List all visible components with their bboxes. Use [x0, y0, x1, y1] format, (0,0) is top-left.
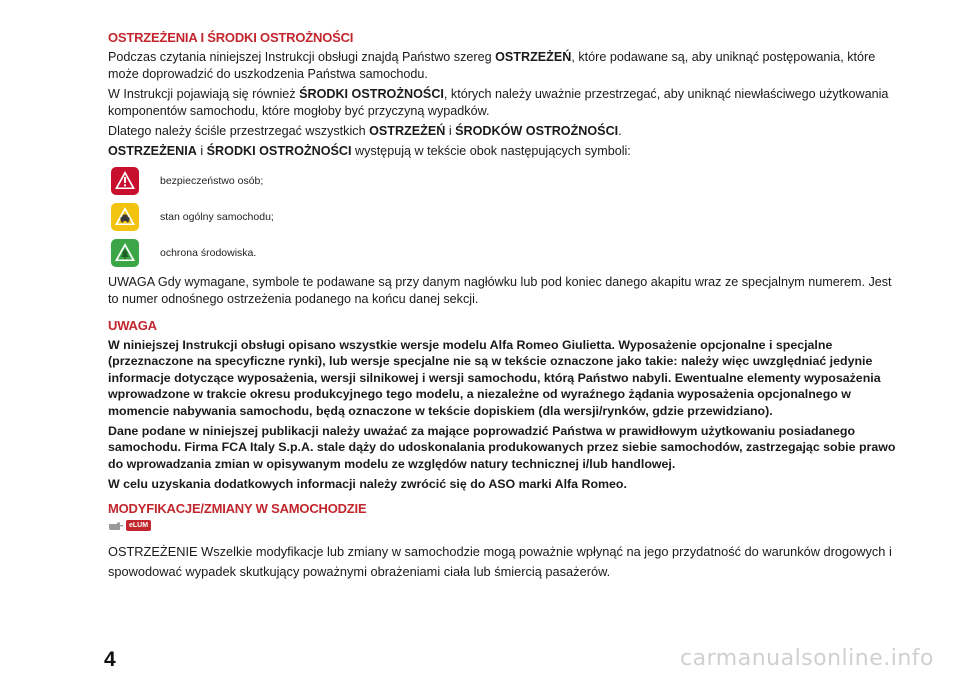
- pointing-hand-icon: [108, 520, 124, 532]
- keyword: ŚRODKÓW OSTROŻNOŚCI: [455, 124, 619, 138]
- text: i: [445, 124, 456, 138]
- section-title: OSTRZEŻENIA I ŚRODKI OSTROŻNOŚCI: [108, 30, 354, 45]
- keyword: OSTRZEŻEŃ: [369, 124, 446, 138]
- uwaga-heading: UWAGA: [108, 318, 157, 333]
- symbol-list: [108, 164, 898, 270]
- modifications-warning: OSTRZEŻENIE Wszelkie modyfikacje lub zmiany w samochodzie mogą poważnie wpłynąć na jego przydatność do warunków drogowych i spowodować wypadek skutkujący poważnymi obrażeniami ciała lub śmiercią pasażerów.: [108, 543, 892, 579]
- symbol-row-car: [108, 200, 898, 234]
- text: .: [618, 124, 622, 138]
- uwaga-paragraph-3: W celu uzyskania dodatkowych informacji należy zwrócić się do ASO marki Alfa Romeo.: [108, 477, 627, 492]
- elum-reference: [108, 520, 898, 532]
- intro-paragraph-1: [108, 49, 898, 83]
- intro-paragraph-4: [108, 143, 898, 160]
- symbol-label: bezpieczeństwo osób;: [160, 175, 264, 187]
- text: , których należy uważnie przestrzegać, aby uniknąć niewłaściwego użytkowania komponentów samochodu, które mogłoby być przyczyną wypadków.: [108, 87, 889, 118]
- note-paragraph: UWAGA Gdy wymagane, symbole te podawane są przy danym nagłówku lub pod koniec danego akapitu wraz ze specjalnym numerem. Jest to numer odnośnego ostrzeżenia podanego na końcu danej sekcji.: [108, 275, 892, 306]
- page-content: [108, 30, 898, 585]
- watermark: carmanualsonline.info: [680, 646, 934, 671]
- text: i: [196, 144, 207, 158]
- text: W Instrukcji pojawiają się również: [108, 87, 300, 101]
- keyword: OSTRZEŻEŃ: [495, 50, 572, 64]
- symbol-label: ochrona środowiska.: [160, 247, 257, 259]
- person-warning-icon: [110, 166, 140, 196]
- elum-badge: eLUM: [126, 520, 151, 531]
- text: , które podawane są, aby uniknąć postępowania, które może doprowadzić do uszkodzenia Państwa samochodu.: [108, 50, 876, 81]
- keyword: OSTRZEŻENIA: [108, 144, 197, 158]
- page-number: 4: [104, 648, 116, 671]
- symbol-row-environment: [108, 236, 898, 270]
- text: Podczas czytania niniejszej Instrukcji obsługi znajdą Państwo szereg: [108, 50, 496, 64]
- modifications-heading: MODYFIKACJE/ZMIANY W SAMOCHODZIE: [108, 500, 367, 516]
- uwaga-paragraph-2: Dane podane w niniejszej publikacji należy uważać za mające poprowadzić Państwa w prawidłowym użytkowaniu posiadanego samochodu. Firma FCA Italy S.p.A. stale dąży do udoskonalania produkowanych przez siebie samochodów, zastrzegając sobie prawo do wprowadzania zmian w opisywanym modelu ze względów natury technicznej i/lub handlowej.: [108, 424, 896, 471]
- car-warning-icon: [110, 202, 140, 232]
- symbol-row-person: [108, 164, 898, 198]
- uwaga-block: [108, 337, 898, 493]
- intro-paragraph-3: [108, 123, 898, 140]
- text: Dlatego należy ściśle przestrzegać wszystkich: [108, 124, 370, 138]
- uwaga-paragraph-1: W niniejszej Instrukcji obsługi opisano wszystkie wersje modelu Alfa Romeo Giulietta. Wyposażenie opcjonalne i specjalne (przeznaczone na specyficzne rynki), lub wersje specjalne nie są w tekście oznaczone jako takie: należy więc uwzględniać jedynie informacje dotyczące wyposażenia, wersji silnikowej i wersji samochodu, którą Państwo nabyli. Ewentualne elementy wyposażenia wprowadzone w trakcie okresu produkcyjnego tego modelu, a niezależne od wyraźnego żądania wyposażenia opcjonalnego w momencie nabywania samochodu, będą oznaczone w tekście dopiskiem (dla wersji/rynków, gdzie przewidziano).: [108, 338, 881, 418]
- tree-environment-icon: [110, 238, 140, 268]
- keyword: ŚRODKI OSTROŻNOŚCI: [206, 144, 352, 158]
- keyword: ŚRODKI OSTROŻNOŚCI: [299, 87, 444, 101]
- intro-paragraph-2: [108, 86, 898, 120]
- text: występują w tekście obok następujących symboli:: [351, 144, 631, 158]
- symbol-label: stan ogólny samochodu;: [160, 211, 274, 223]
